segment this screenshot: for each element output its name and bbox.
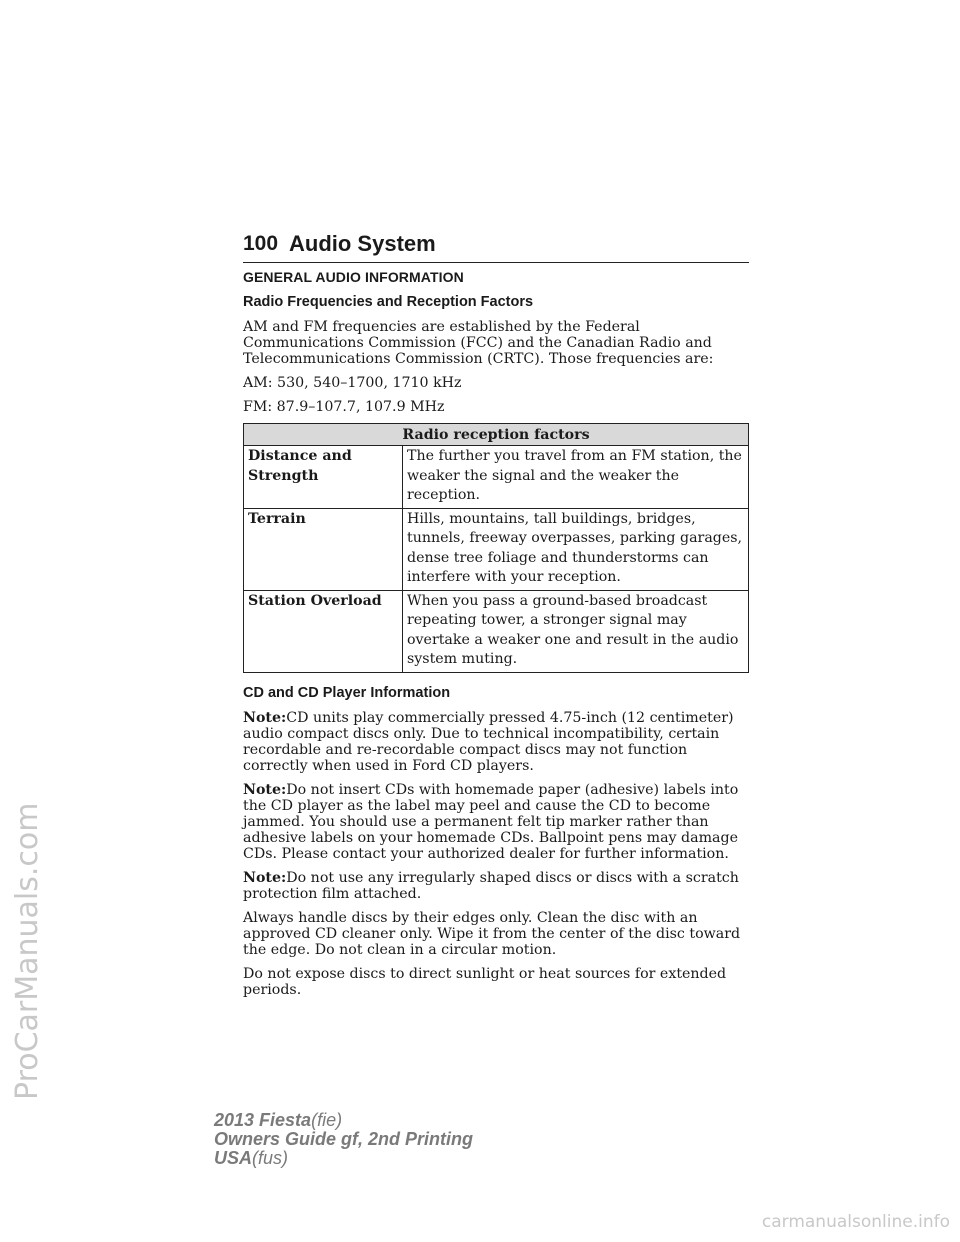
watermark-bottom: carmanualsonline.info [761, 1212, 950, 1232]
table-row [244, 446, 749, 509]
factor-term: Station Overload [244, 590, 403, 672]
note-label: Note: [243, 781, 287, 798]
footer-model: 2013 Fiesta [214, 1110, 312, 1130]
disc-exposure-paragraph: Do not expose discs to direct sunlight or heat sources for extended periods. [243, 965, 727, 998]
page-header [243, 232, 749, 263]
footer-market: USA [214, 1148, 253, 1168]
note-text: Do not insert CDs with homemade paper (adhesive) labels into the CD player as the label may peel and cause the CD to become jammed. You should use a permanent felt tip marker rather than adhesive labels on your homemade CDs. Ballpoint pens may damage CDs. Please contact your authorized dealer for further information. [243, 781, 739, 862]
note-text: CD units play commercially pressed 4.75-inch (12 centimeter) audio compact discs only. Due to technical incompatibility, certain recordable and re-recordable compact discs may not function correctly when used in Ford CD players. [243, 709, 734, 774]
cd-note-2 [243, 782, 749, 862]
fm-frequencies: FM: 87.9–107.7, 107.9 MHz [243, 399, 445, 415]
cd-note-3 [243, 870, 749, 902]
page-content [243, 269, 749, 1006]
chapter-title: Audio System [289, 231, 436, 256]
disc-handling-paragraph: Always handle discs by their edges only. Clean the disc with an approved CD cleaner only. Wipe it from the center of the disc toward the edge. Do not clean in a circular motion. [243, 909, 741, 958]
factor-description: Hills, mountains, tall buildings, bridges, tunnels, freeway overpasses, parking garages, dense tree foliage and thunderstorms can interfere with your reception. [403, 508, 749, 590]
radio-heading: Radio Frequencies and Reception Factors [243, 294, 534, 310]
section-title: GENERAL AUDIO INFORMATION [243, 269, 464, 285]
am-frequencies: AM: 530, 540–1700, 1710 kHz [243, 375, 462, 391]
table-row [244, 590, 749, 672]
footer-guide-line: Owners Guide gf, 2nd Printing [214, 1129, 474, 1149]
cd-note-1 [243, 710, 749, 774]
footer-model-line [214, 1111, 473, 1130]
watermark-text: ProCarManuals.com [10, 802, 45, 1100]
footer-market-code: (fus) [252, 1148, 289, 1168]
note-label: Note: [243, 709, 287, 726]
reception-factors-table [243, 423, 749, 673]
note-label: Note: [243, 869, 287, 886]
radio-intro: AM and FM frequencies are established by the Federal Communications Commission (FCC) and the Canadian Radio and Telecommunications Commission (CRTC). Those frequencies are: [243, 319, 714, 367]
table-row [244, 508, 749, 590]
factor-description: When you pass a ground-based broadcast repeating tower, a stronger signal may overtake a weaker one and result in the audio system muting. [403, 590, 749, 672]
cd-heading: CD and CD Player Information [243, 684, 451, 701]
factor-term: Terrain [244, 508, 403, 590]
table-header-row [244, 424, 749, 446]
table-title: Radio reception factors [244, 424, 749, 446]
factor-description: The further you travel from an FM station, the weaker the signal and the weaker the reception. [403, 446, 749, 509]
factor-term: Distance and Strength [244, 446, 403, 509]
footer-market-line [214, 1149, 473, 1168]
note-text: Do not use any irregularly shaped discs or discs with a scratch protection film attached. [243, 869, 739, 902]
page-footer [214, 1111, 473, 1168]
footer-model-code: (fie) [311, 1110, 343, 1130]
page-number: 100 [243, 232, 279, 255]
